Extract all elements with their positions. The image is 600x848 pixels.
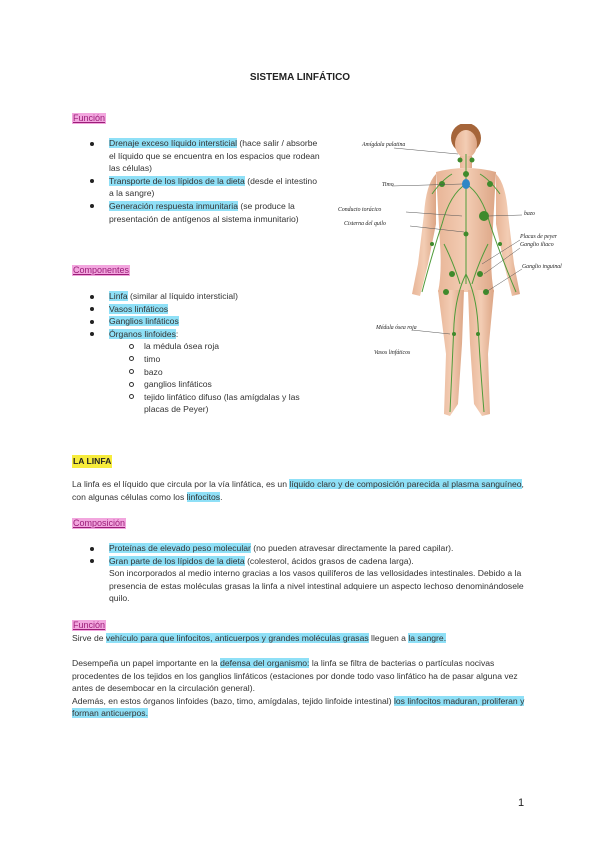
highlight: la sangre. [408,633,447,643]
list-text: : [175,328,179,339]
funcion2-heading: Función [73,620,106,630]
highlight: Órganos linfoides [109,328,176,339]
para-text: Sirve de [72,633,106,643]
highlight: Gran parte de los lípidos de la dieta [109,555,245,566]
linfa-heading: LA LINFA [73,456,112,466]
para-text: Además, en estos órganos linfoides (bazo, timo, amígdalas, tejido linfoide intestinal) [72,695,394,706]
highlight: Generación respuesta inmunitaria [109,200,238,211]
list-item [72,290,332,303]
list-item [72,315,332,328]
list-text: (se produce la presentación de antígenos al sistema inmunitario) [109,200,299,224]
para-text: La linfa es el líquido que circula por la vía linfática, es un [72,479,290,489]
list-item [72,175,322,200]
label-amigdala: Amígdala palatina [362,142,406,148]
defensa-paragraph [72,657,534,720]
highlight: líquido claro y de composición parecida al plasma sanguíneo [289,479,522,489]
body-illustration [332,124,532,430]
list-item [72,542,542,555]
highlight: linfocitos [186,491,221,502]
thymus-shape [462,179,470,189]
componentes-list [72,290,332,416]
list-text: (no pueden atravesar directamente la pared capilar). [250,543,454,553]
label-placas-text: Placas de peyer [520,234,558,240]
sublist-item: tejido linfático difuso (las amígdalas y las placas de Peyer) [109,391,314,416]
label-medula: Médula ósea roja [376,325,417,331]
organos-sublist [109,340,332,416]
composicion-list [72,542,542,605]
funcion2-line [72,632,532,645]
list-item [72,303,332,316]
composicion-heading [72,518,126,529]
label-ganglio-inguinal: Ganglio inguinal [522,264,562,270]
para-text: Desempeña un papel importante en la [72,658,221,668]
label-conducto: Conducto torácico [338,207,382,213]
list-text: (desde el intestino a la sangre) [109,175,317,199]
page-title: SISTEMA LINFÁTICO [249,72,351,83]
right-leg [468,290,494,416]
label-placas [520,234,557,240]
highlight: Linfa [109,291,128,301]
funcion-heading: Función [73,113,106,123]
funcion-list [72,137,322,225]
para-text: lleguen a [368,633,409,643]
highlight: Proteínas de elevado peso molecular [109,543,251,553]
lymphatic-system-figure [332,124,562,430]
para-text: . [220,491,223,502]
sublist-item: bazo [109,366,332,379]
list-item [72,555,542,605]
sublist-item: timo [109,353,332,366]
label-timo: Timo [382,182,394,188]
list-text: Son incorporados al medio interno gracias a los vasos quilíferos de las vellosidades intestinales. Debido a la presencia de estas moléculas grasas la linfa a nivel intestinal adquiere un aspecto lechoso denominándosele quilo. [109,568,524,604]
label-ganglio-iliaco: Ganglio iliaco [520,242,554,248]
label-vasos: Vasos linfáticos [374,350,411,356]
list-item [72,137,322,175]
label-cisterna: Cisterna del quilo [344,221,386,227]
composicion-heading-text: Composición [73,518,126,528]
sublist-item: ganglios linfáticos [109,378,332,391]
para-text: , con algunas células como los [72,479,524,502]
list-text: (similar al líquido intersticial) [127,291,238,301]
highlight: Ganglios linfáticos [109,316,179,327]
head-shape [455,130,477,158]
highlight: Transporte de los lípidos de la dieta [109,175,245,186]
sublist-item: la médula ósea roja [109,340,332,353]
list-item [72,328,332,416]
left-arm [412,174,436,296]
para-text: la linfa se filtra de bacterias o partículas nocivas procedentes de los tejidos en los ganglios linfáticos (estaciones por donde todo vaso linfático ha de pasar alguna vez antes de desembocar en la circulación general). [72,658,518,694]
highlight: defensa del organismo: [220,658,310,668]
page-number: 1 [518,797,525,809]
list-text: (colesterol, ácidos grasos de cadena larga). [244,555,414,566]
label-bazo: bazo [524,211,535,217]
list-text: (hace salir / absorbe el líquido que se encuentra en los espacios que rodean las células) [109,138,320,174]
componentes-heading: Componentes [73,265,130,275]
linfa-paragraph [72,478,532,503]
highlight: los linfocitos maduran, proliferan y forman anticuerpos. [72,695,525,719]
highlight: vehículo para que linfocitos, anticuerpos y grandes moléculas grasas [105,633,369,643]
highlight: Drenaje exceso líquido intersticial [109,138,238,148]
highlight: Vasos linfáticos [109,303,169,314]
list-item [72,200,322,225]
